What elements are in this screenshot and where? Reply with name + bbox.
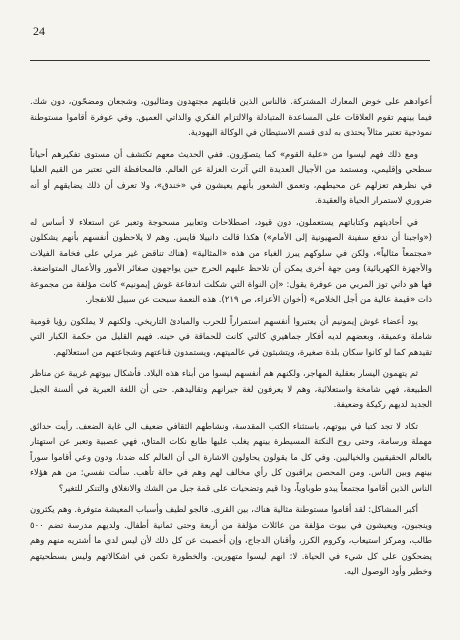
paragraph: أكبر المشاكل: لقد أقاموا مستوطنة مثالية هناك، بين القرى. فالجو لطيف وأسباب المعيشة متوفرة. وهم يكثرون وينجبون، ويعيشون في بيوت مؤلفة من عائلات مؤلفة من أربعة وحتى ثمانية أطفال. ولديهم مدرسة تضم ٥٠٠ طالب، ومركز استيعاب، وكروم الكرز، وأقنان الدجاج، وإن أخصبت عن كل ذلك لأن ليس لدي ما أشتريه منهم وهم يضحكون على كل شيء في الحياة. لا: انهم ليسوا متهورين. والخطورة تكمن في اشكالاتهم وليس بسطحيتهم وخطير وأود الوصول اليه. [30, 505, 432, 577]
body-text [30, 95, 432, 635]
paragraph: ومع ذلك فهم ليسوا من «علية القوم» كما يتصوّرون. ففي الحديث معهم تكتشف أن مستوى تفكيرهم أحياناً سطحي وإقليمي، ومستمد من الأجيال العديدة التي آثرت العزلة عن العالم. فالمحافظة التي تعتبر من القيم العليا في نظرهم تعزلهم عن محيطهم، وتعمق الشعور بأنهم يعيشون في «خندق»، ولا تعرف أن ذلك يضايقهم أو أنه ضروري لاستمرار الحياة والعقيدة. [30, 149, 432, 206]
paragraph: تكاد لا تجد كتبا في بيوتهم، باستثناء الكتب المقدسة، ونشاطهم الثقافي ضعيف الى غاية الضعف. رأيت حدائق مهملة ورسامة، وحتى روح النكتة المسيطرة بينهم يغلب عليها طابع نكات المتاق، فهي عصبية وتعبر عن استهتار بالعالم الحقيقيين والخياليين. وفي كل ما يقولون يحاولون الاشارة الى أن العالم كله ضدنا، ودون وعي أقاموا سوراً بينهم وبين الناس. ومن المحصن يراقبون كل رأي مخالف لهم وهم في حالة تأهب. سألت نفسي: من هم هؤلاء الناس الذين أقاموا مجتمعاً يبدو طوباوياً، وذا قيم وتضحيات على قمة جبل من الشك والانغلاق والتنكر للتغير؟ [30, 421, 432, 494]
paragraph: في أحاديثهم وكتاباتهم يستعملون، دون قيود، اصطلاحات وتعابير مسحوجة وتعبر عن استعلاء لا أساس له («واجبنا أن ندفع سفينة الصهيونية إلى الأمام») هكذا قالت دانييلا فايس. وهم لا يلاحظون أنفسهم بأنهم يشكلون «مجتمعاً مثالياً»، ولكن في سلوكهم يبرز الغباء من هذه «المثالية» (هناك تناقض غير مرئي على فخامة الفيلات والأجهزة الكهربائية) ومن جهة أخرى يمكن أن تلاحظ عليهم الحرج حين يواجهون صغائر الأمور والأعمال المتواضعة. فها هو داني توز المربي من عوفرة يقول: «إن النواة التي شكلت اندفاعة غوش إيمونيم» كانت مؤلفة من مجموعة ذات «قيمة عالية من أجل الخلاص» (أخوان الأعزاء، ص ٢١٩). هذه النعمة سبحت عن سبيل للانفجار. [30, 217, 432, 305]
paragraph: أعوادهم على خوض المعارك المشتركة. فالناس الذين قابلتهم مجتهدون ومثاليون، وشجعان ومضحّون، دون شك. فيما بينهم تقوم العلاقات على المساعدة المتبادلة والالتزام الفكري والذاتي العميق. وفي عوفرة أقاموا مستوطنة نموذجية تعتبر مثالاً يحتذى به لدى قسم الاستيطان في الوكالة اليهودية. [30, 97, 432, 138]
paragraph: ثم يتهمون اليسار بعقلية المهاجر، ولكنهم هم أنفسهم ليسوا من أبناء هذه البلاد. فأشكال بيوتهم غريبة عن مناظر الطبيعة، فهي شامخة واستعلائية، وهم لا يعرفون لغة جيرانهم وتقاليدهم. حتى أن اللغة العبرية في ألسنة الجيل الجديد لديهم ركيكة وضعيفة. [30, 369, 432, 410]
page-number: 24 [33, 24, 45, 38]
header-rule [30, 60, 430, 61]
paragraph: يود أعضاء غوش إيمونيم أن يعتبروا أنفسهم استمراراً للحرب والمبادئ التاريخي. ولكنهم لا يملكون رؤيا قومية شاملة وعميقة، وبعضهم لديه أفكار جماهيري كالتي كانت للحماقة في حينه. فهيم القليل من حكمة الكبار التي تقيدهم كما لو كانوا سكان بلدة صغيرة، ويتشبثون في عالميتهم، ويستمدون قناعتهم وشجاعتهم من استعلائهم. [30, 316, 432, 358]
